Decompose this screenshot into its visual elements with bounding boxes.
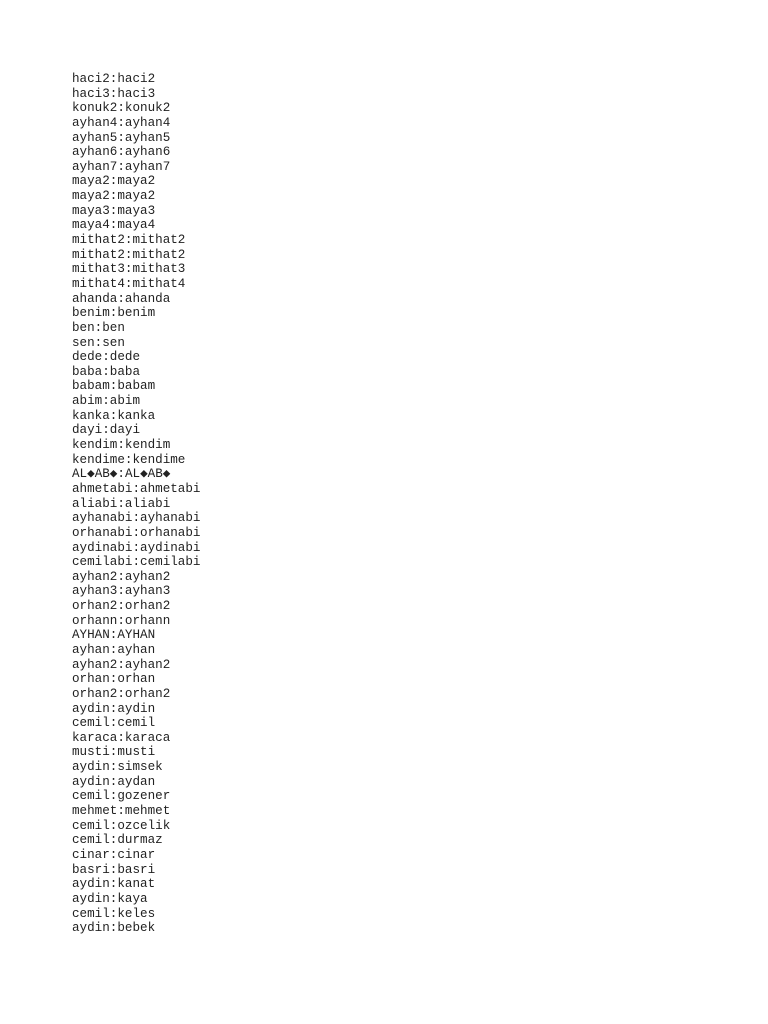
text-line: orhann:orhann (72, 613, 171, 628)
text-line: aydin:simsek (72, 760, 163, 775)
text-line: ayhanabi:ayhanabi (72, 511, 201, 526)
text-line: AL◆AB◆:AL◆AB◆ (72, 467, 171, 482)
text-line: kendim:kendim (72, 438, 171, 453)
text-line: cemil:cemil (72, 716, 156, 731)
text-line: maya2:maya2 (72, 174, 156, 189)
text-line: orhan2:orhan2 (72, 686, 171, 701)
text-line: benim:benim (72, 306, 156, 321)
text-line: AYHAN:AYHAN (72, 628, 156, 643)
text-line: aydinabi:aydinabi (72, 540, 201, 555)
text-line: mithat3:mithat3 (72, 262, 186, 277)
text-line: aliabi:aliabi (72, 496, 171, 511)
text-line: babam:babam (72, 379, 156, 394)
text-line: haci3:haci3 (72, 86, 156, 101)
text-line: maya3:maya3 (72, 203, 156, 218)
text-line: haci2:haci2 (72, 72, 156, 86)
text-line: cemil:keles (72, 906, 156, 921)
text-line: sen:sen (72, 335, 125, 350)
text-line: aydin:aydan (72, 774, 156, 789)
text-line: mithat4:mithat4 (72, 276, 186, 291)
text-line: ayhan2:ayhan2 (72, 569, 171, 584)
text-line: ahanda:ahanda (72, 291, 171, 306)
text-line: orhan2:orhan2 (72, 599, 171, 614)
text-line: aydin:aydin (72, 701, 156, 716)
text-line: karaca:karaca (72, 730, 171, 745)
text-line: cemil:durmaz (72, 833, 163, 848)
text-line: ben:ben (72, 320, 125, 335)
text-line: aydin:kaya (72, 891, 148, 906)
text-line: cinar:cinar (72, 847, 156, 862)
text-line: maya4:maya4 (72, 218, 156, 233)
text-line: cemil:gozener (72, 789, 171, 804)
text-line: ayhan5:ayhan5 (72, 130, 171, 145)
text-line: kanka:kanka (72, 408, 156, 423)
text-line: musti:musti (72, 745, 156, 760)
text-line: baba:baba (72, 364, 141, 379)
text-line: ayhan3:ayhan3 (72, 584, 171, 599)
text-line: cemil:ozcelik (72, 818, 171, 833)
text-line: dede:dede (72, 350, 141, 365)
text-line: ayhan:ayhan (72, 642, 156, 657)
text-line: ayhan6:ayhan6 (72, 145, 171, 160)
document-text-body (72, 72, 200, 936)
text-line: ayhan7:ayhan7 (72, 159, 171, 174)
text-line: ayhan4:ayhan4 (72, 115, 171, 130)
text-line: mithat2:mithat2 (72, 247, 186, 262)
text-line: mithat2:mithat2 (72, 233, 186, 248)
text-line: orhan:orhan (72, 672, 156, 687)
text-line: mehmet:mehmet (72, 804, 171, 819)
text-line: dayi:dayi (72, 423, 141, 438)
text-line: basri:basri (72, 862, 156, 877)
text-line: cemilabi:cemilabi (72, 555, 201, 570)
text-line: orhanabi:orhanabi (72, 525, 201, 540)
text-line: aydin:bebek (72, 921, 156, 936)
text-line: konuk2:konuk2 (72, 101, 171, 116)
text-line: ahmetabi:ahmetabi (72, 481, 201, 496)
text-line: abim:abim (72, 394, 141, 409)
text-line: ayhan2:ayhan2 (72, 657, 171, 672)
text-line: kendime:kendime (72, 452, 186, 467)
text-line: maya2:maya2 (72, 189, 156, 204)
text-line: aydin:kanat (72, 877, 156, 892)
